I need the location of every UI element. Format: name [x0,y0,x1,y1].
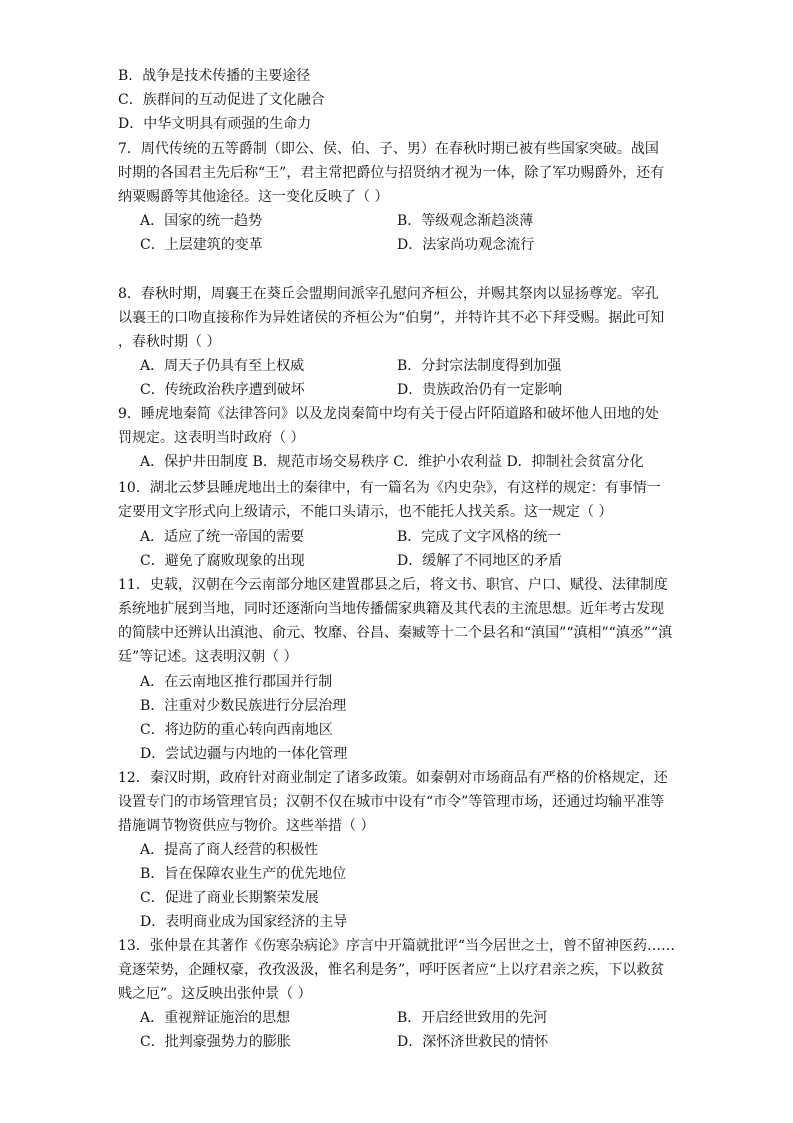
q8-stem-line-2: 以襄王的口吻直接称作为异姓诸侯的齐桓公为“伯舅”，并特许其不必下拜受赐。据此可知 [118,310,665,326]
q11-stem-line-2: 系统地扩展到当地，同时还逐渐向当地传播儒家典籍及其代表的主流思想。近年考古发现 [118,601,664,617]
q6-option-c: C．族群间的互动促进了文化融合 [118,92,325,108]
q6-option-b: B．战争是技术传播的主要途径 [118,68,311,84]
q8-stem-line-3: ，春秋时期（ ） [118,334,221,350]
q11-option-a: A．在云南地区推行郡国并行制 [140,674,333,690]
q7-stem-line-3: 纳粟赐爵等其他途径。这一变化反映了（ ） [118,189,389,205]
q7-stem-line-1: 7．周代传统的五等爵制（即公、侯、伯、子、男）在春秋时期已被有些国家突破。战国 [118,141,659,157]
q8-option-d: D．贵族政治仍有一定影响 [397,382,563,398]
q10-option-b: B．完成了文字风格的统一 [397,529,562,545]
q10-stem-line-2: 定要用文字形式向上级请示，不能口头请示，也不能托人找关系。这一规定（ ） [118,504,613,520]
q10-stem-line-1: 10．湖北云梦县睡虎地出土的秦律中，有一篇名为《内史杂》，有这样的规定：有事情一 [118,480,661,496]
q9-options: A．保护井田制度 B．规范市场交易秩序 C．维护小农利益 D．抑制社会贫富分化 [140,454,644,470]
q11-option-c: C．将边防的重心转向西南地区 [140,722,333,738]
q11-option-b: B．注重对少数民族进行分层治理 [140,698,347,714]
q7-option-c: C．上层建筑的变革 [140,237,263,253]
q10-option-a: A．适应了统一帝国的需要 [140,529,305,545]
q11-option-d: D．尝试边疆与内地的一体化管理 [140,746,348,762]
q12-option-c: C．促进了商业长期繁荣发展 [140,890,319,906]
q13-option-a: A．重视辩证施治的思想 [140,1010,291,1026]
q13-option-d: D．深怀济世救民的情怀 [397,1034,549,1050]
q11-stem-line-1: 11．史载，汉朝在今云南部分地区建置郡县之后，将文书、职官、户口、赋役、法律制度 [118,577,668,593]
q13-stem-line-2: 竟逐荣势，企踵权豪，孜孜汲汲，惟名利是务”，呼吁医者应“上以疗君亲之疾，下以救贫 [118,962,665,978]
q11-stem-line-4: 廷”等记述。这表明汉朝（ ） [118,649,298,665]
q13-option-c: C．批判豪强势力的膨胀 [140,1034,291,1050]
q12-option-d: D．表明商业成为国家经济的主导 [140,914,348,930]
q12-stem-line-3: 措施调节物资供应与物价。这些举措（ ） [118,818,375,834]
q7-option-b: B．等级观念渐趋淡薄 [397,213,534,229]
q10-option-c: C．避免了腐败现象的出现 [140,553,305,569]
q8-stem-line-1: 8．春秋时期，周襄王在葵丘会盟期间派宰孔慰问齐桓公，并赐其祭肉以显扬尊宠。宰孔 [118,286,659,302]
q13-stem-line-1: 13．张仲景在其著作《伤寒杂病论》序言中开篇就批评“当今居世之士，曾不留神医药…… [118,938,675,954]
q7-option-d: D．法家尚功观念流行 [397,237,535,253]
q12-option-a: A．提高了商人经营的积极性 [140,842,319,858]
q7-stem-line-2: 时期的各国君主先后称“王”，君主常把爵位与招贤纳才视为一体，除了军功赐爵外，还有 [118,165,665,181]
q12-stem-line-2: 设置专门的市场管理官员；汉朝不仅在城市中设有“市令”等管理市场，还通过均输平准等 [118,794,665,810]
q12-option-b: B．旨在保障农业生产的优先地位 [140,866,347,882]
q11-stem-line-3: 的简牍中还辨认出滇池、俞元、牧靡、谷昌、秦臧等十二个县名和“滇国”“滇相”“滇丞”“滇 [118,625,673,641]
q8-option-a: A．周天子仍具有至上权威 [140,358,305,374]
q8-option-c: C．传统政治秩序遭到破坏 [140,382,305,398]
q7-option-a: A．国家的统一趋势 [140,213,263,229]
q8-option-b: B．分封宗法制度得到加强 [397,358,562,374]
q13-stem-line-3: 贱之厄”。这反映出张仲景（ ） [118,986,312,1002]
q6-option-d: D．中华文明具有顽强的生命力 [118,116,312,132]
q9-stem-line-1: 9．睡虎地秦简《法律答问》以及龙岗秦简中均有关于侵占阡陌道路和破坏他人田地的处 [118,406,659,422]
q10-option-d: D．缓解了不同地区的矛盾 [397,553,563,569]
q9-stem-line-2: 罚规定。这表明当时政府（ ） [118,430,305,446]
q13-option-b: B．开启经世致用的先河 [397,1010,548,1026]
q12-stem-line-1: 12．秦汉时期，政府针对商业制定了诸多政策。如秦朝对市场商品有严格的价格规定，还 [118,770,668,786]
